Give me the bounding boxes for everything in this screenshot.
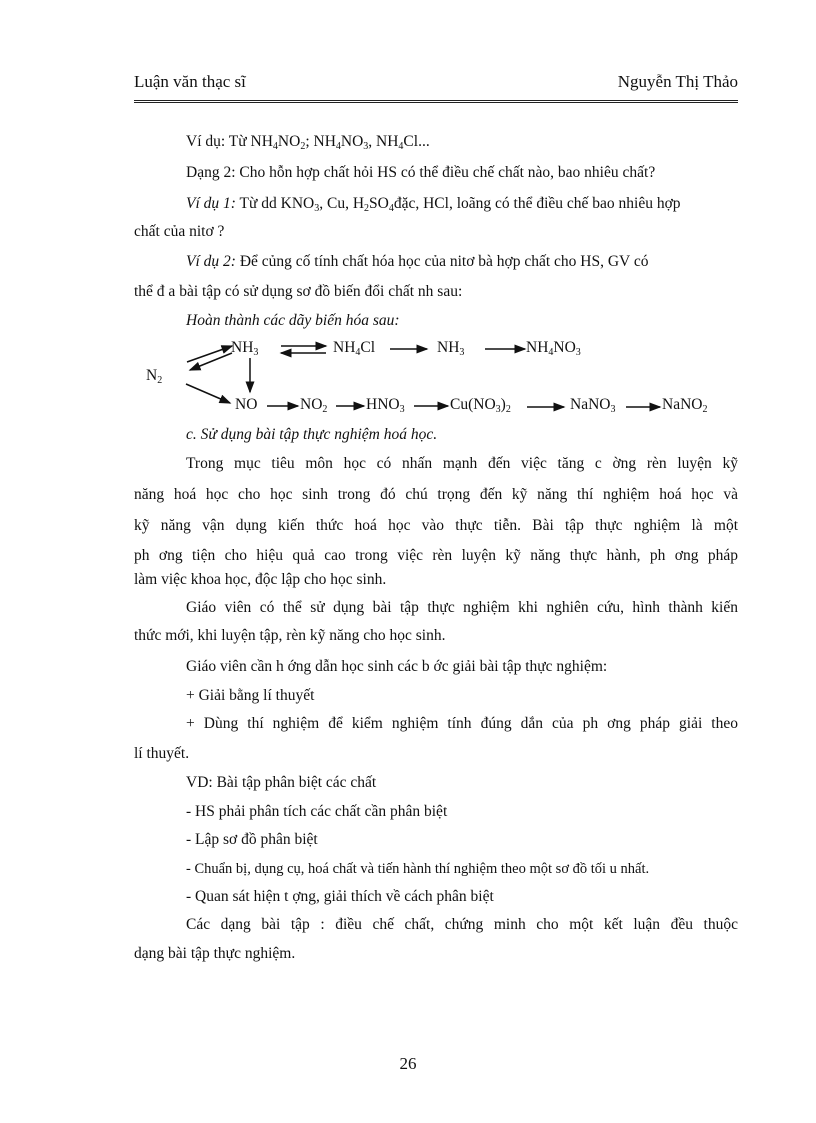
paragraph-line: làm việc khoa học, độc lập cho học sinh. (134, 571, 387, 588)
species-nh4cl: $NH_4Cl$ (333, 339, 376, 358)
header-title: Luận văn thạc sĩ (134, 72, 246, 91)
list-item: - Chuẩn bị, dụng cụ, hoá chất và tiến hành thí nghiệm theo một sơ đồ tối u nhất. (186, 861, 650, 877)
list-item: + Dùng thí nghiệm để kiểm nghiệm tính đúng dắn của ph ơng pháp giải theo (186, 715, 738, 732)
example-2-line: Ví dụ 2: Để củng cố tính chất hóa học của nitơ bà hợp chất cho HS, GV có (186, 253, 649, 270)
example-line: Ví dụ: Từ $NH_4NO_2$; $NH_4NO_3$, $NH_4Cl$... (186, 133, 430, 152)
paragraph-line: dạng bài tập thực nghiệm. (134, 945, 296, 962)
species-no2: $NO_2$ (300, 396, 328, 415)
example-1-line: Ví dụ 1: Từ dd $KNO_3$, Cu, $H_2SO_4đặc$, HCl, loãng có thể điều chế bao nhiêu hợp (186, 195, 681, 214)
species-nano3: NaNO$_3$ (570, 396, 616, 415)
paragraph-line: chất của nitơ ? (134, 223, 225, 240)
list-item: - Quan sát hiện t ợng, giải thích về cách phân biệt (186, 888, 494, 905)
type-2-line: Dạng 2: Cho hỗn hợp chất hỏi HS có thể điều chế chất nào, bao nhiêu chất? (186, 164, 656, 181)
diagram-caption: Hoàn thành các dãy biến hóa sau: (186, 312, 400, 329)
paragraph-line: thức mới, khi luyện tập, rèn kỹ năng cho học sinh. (134, 627, 446, 644)
paragraph-line: Giáo viên có thể sử dụng bài tập thực nghiệm khi nghiên cứu, hình thành kiến (186, 599, 738, 616)
header-author: Nguyễn Thị Thảo (617, 72, 738, 91)
page-number: 26 (399, 1054, 417, 1073)
species-hno3: $HNO_3$ (366, 396, 405, 415)
species-nh3-product: $NH_3$ (437, 339, 465, 358)
paragraph-line: ph ơng tiện cho hiệu quả cao trong việc rèn luyện kỹ năng thực hành, ph ơng pháp (134, 547, 738, 564)
species-nh4no3: $NH_4NO_3$ (526, 339, 581, 358)
section-heading: c. Sử dụng bài tập thực nghiệm hoá học. (186, 426, 438, 443)
paragraph-line: VD: Bài tập phân biệt các chất (186, 774, 377, 791)
species-n2: $N_2$ (146, 367, 163, 386)
species-cu-no3-2: $Cu(NO_3)_2$ (450, 396, 511, 415)
list-item: + Giải bằng lí thuyết (186, 687, 315, 704)
paragraph-line: Giáo viên cần h ớng dẫn học sinh các b ớc giải bài tập thực nghiệm: (186, 658, 608, 675)
paragraph-line: năng hoá học cho học sinh trong đó chú trọng đến kỹ năng thí nghiệm hoá học và (134, 486, 738, 503)
paragraph-line: thể đ a bài tập có sử dụng sơ đồ biến đổi chất nh sau: (134, 283, 463, 300)
paragraph-line: Trong mục tiêu môn học có nhấn mạnh đến việc tăng c ờng rèn luyện kỹ (186, 455, 738, 472)
paragraph-line: kỹ năng vận dụng kiến thức hoá học vào thực tiễn. Bài tập thực nghiệm là một (134, 517, 738, 534)
species-nh3: $NH_3$ (231, 339, 259, 358)
species-no: NO (235, 396, 258, 413)
paragraph-line: Các dạng bài tập : điều chế chất, chứng minh cho một kết luận đều thuộc (186, 916, 738, 933)
list-item: - HS phải phân tích các chất cần phân biệt (186, 803, 448, 820)
paragraph-line: lí thuyết. (134, 745, 190, 762)
species-nano2: NaNO$_2$ (662, 396, 708, 415)
list-item: - Lập sơ đồ phân biệt (186, 831, 318, 848)
